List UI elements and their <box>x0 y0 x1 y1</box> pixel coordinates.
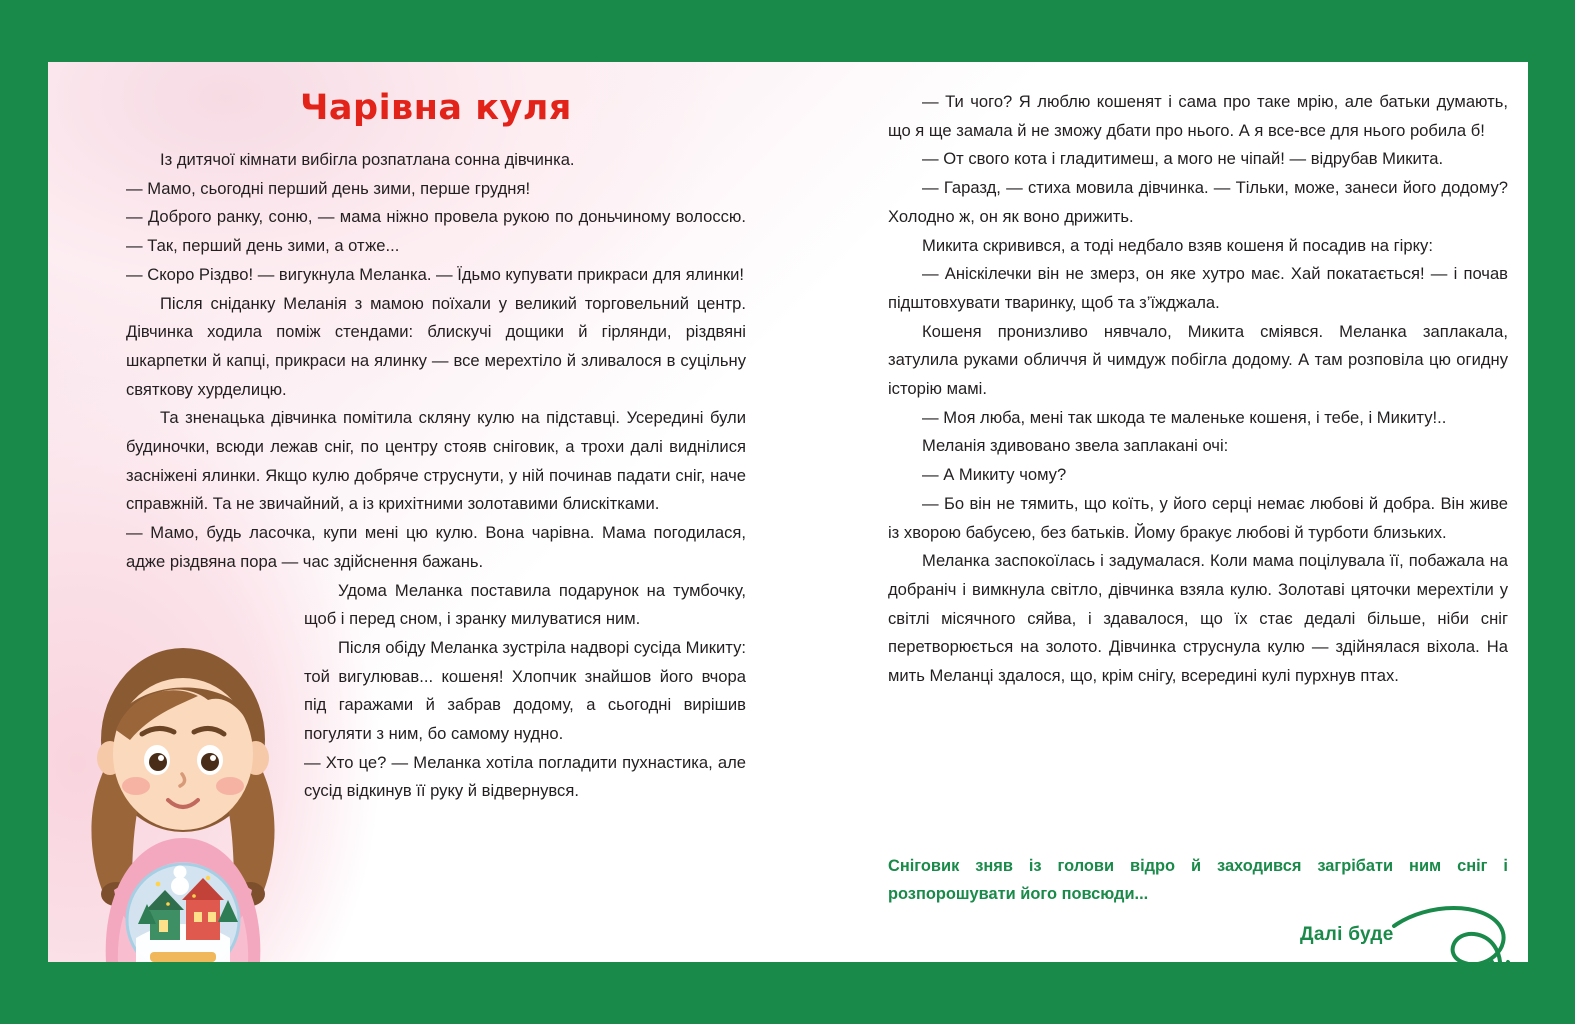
paragraph: Удома Меланка поставила подарунок на тумбочку, щоб і перед сном, і зранку милуватися ним. <box>304 580 746 629</box>
to-be-continued-label: Далі буде <box>1300 924 1394 945</box>
paragraph: Кошеня пронизливо нявчало, Микита сміявся. Меланка заплакала, затулила руками обличчя й чимдуж побігла додому. А там розповіла цю огидну історію мамі. <box>888 321 1508 399</box>
paragraph: Із дитячої кімнати вибігла розпатлана сонна дівчинка. <box>160 150 575 169</box>
paragraph: — От свого кота і гладитимеш, а мого не чіпай! — відрубав Микита. <box>922 149 1444 169</box>
girl-with-snow-globe-illustration <box>58 622 308 962</box>
paragraph: Меланка заспокоїлась і задумалася. Коли мама поцілувала її, побажала на добраніч і вимкнула світло, дівчинка взяла кулю. Золотаві цяточки мерехтіли у світлі місячного сяйва, і здавалося, що їх стає дедалі більше, ніби сніг перетворюється на золото. Дівчинка струснула кулю — здійнялася віхола. На мить Меланці здалося, що, крім снігу, всередині кулі пурхнув птах. <box>888 551 1508 686</box>
paragraph: — Аніскілечки він не змерз, он яке хутро має. Хай покатається! — і почав підштовхувати тваринку, щоб та з’їжджала. <box>888 264 1508 312</box>
paragraph: Після сніданку Меланія з мамою поїхали у великий торговельний центр. Дівчинка ходила поміж стендами: блискучі дощики й гірлянди, різдвяні шкарпетки й капці, прикраси на ялинку — все мерехтіло й зливалося в суцільну святкову хурделицю. <box>126 293 746 399</box>
page-title: Чарівна куля <box>300 88 572 128</box>
page-columns <box>48 62 1528 962</box>
paragraph: — А Микиту чому? <box>922 465 1067 485</box>
right-column <box>888 88 1508 691</box>
book-page <box>48 62 1528 962</box>
paragraph: — Мамо, сьогодні перший день зими, перше грудня! <box>126 178 531 198</box>
paragraph: Та зненацька дівчинка помітила скляну кулю на підставці. Усередині були будиночки, всюди лежав сніг, по центру стояв сніговик, а трохи далі виднілися засніжені ялинки. Якщо кулю добряче струснути, у ній починав падати сніг, наче справжній. Та не звичайний, а із крихітними золотавими блискітками. <box>126 408 746 514</box>
paragraph: Після обіду Меланка зустріла надворі сусіда Микиту: той вигулював... кошеня! Хлопчик знайшов його вчора під гаражами й забрав додому, а сьогодні вирішив погуляти з ним, бо самому нудно. <box>304 637 746 744</box>
paragraph: Микита скривився, а тоді недбало взяв кошеня й посадив на гірку: <box>922 235 1433 255</box>
paragraph: — Гаразд, — стиха мовила дівчинка. — Тільки, може, занеси його додому? Холодно ж, он як воно дрижить. <box>888 178 1508 226</box>
paragraph: — Ти чого? Я люблю кошенят і сама про таке мрію, але батьки думають, що я ще замала й не зможу дбати про нього. А я все-все для нього робила б! <box>888 92 1508 140</box>
curved-arrow-icon <box>1388 900 1518 962</box>
paragraph: — Моя люба, мені так шкода те маленьке кошеня, і тебе, і Микиту!.. <box>922 407 1447 427</box>
paragraph: — Хто це? — Меланка хотіла погладити пухнастика, але сусід відкинув її руку й відвернувся. <box>304 752 746 801</box>
paragraph: — Бо він не тямить, що коїть, у його серці немає любові й добра. Він живе із хворою бабусею, без батьків. Йому бракує любові й турботи близьких. <box>888 493 1508 542</box>
paragraph: — Доброго ранку, соню, — мама ніжно провела рукою по доньчиному волоссю. — Так, перший день зими, а отже... <box>126 207 746 256</box>
paragraph: — Мамо, будь ласочка, купи мені цю кулю. Вона чарівна. Мама погодилася, адже різдвяна пора — час здійснення бажань. <box>126 523 746 571</box>
paragraph: — Скоро Різдво! — вигукнула Меланка. — Їдьмо купувати прикраси для ялинки! <box>126 264 745 284</box>
paragraph: Меланія здивовано звела заплакані очі: <box>922 436 1229 456</box>
closing-note: Сніговик зняв із голови відро й заходився загрібати ним сніг і розпорошувати його повсюди... <box>888 857 1508 904</box>
